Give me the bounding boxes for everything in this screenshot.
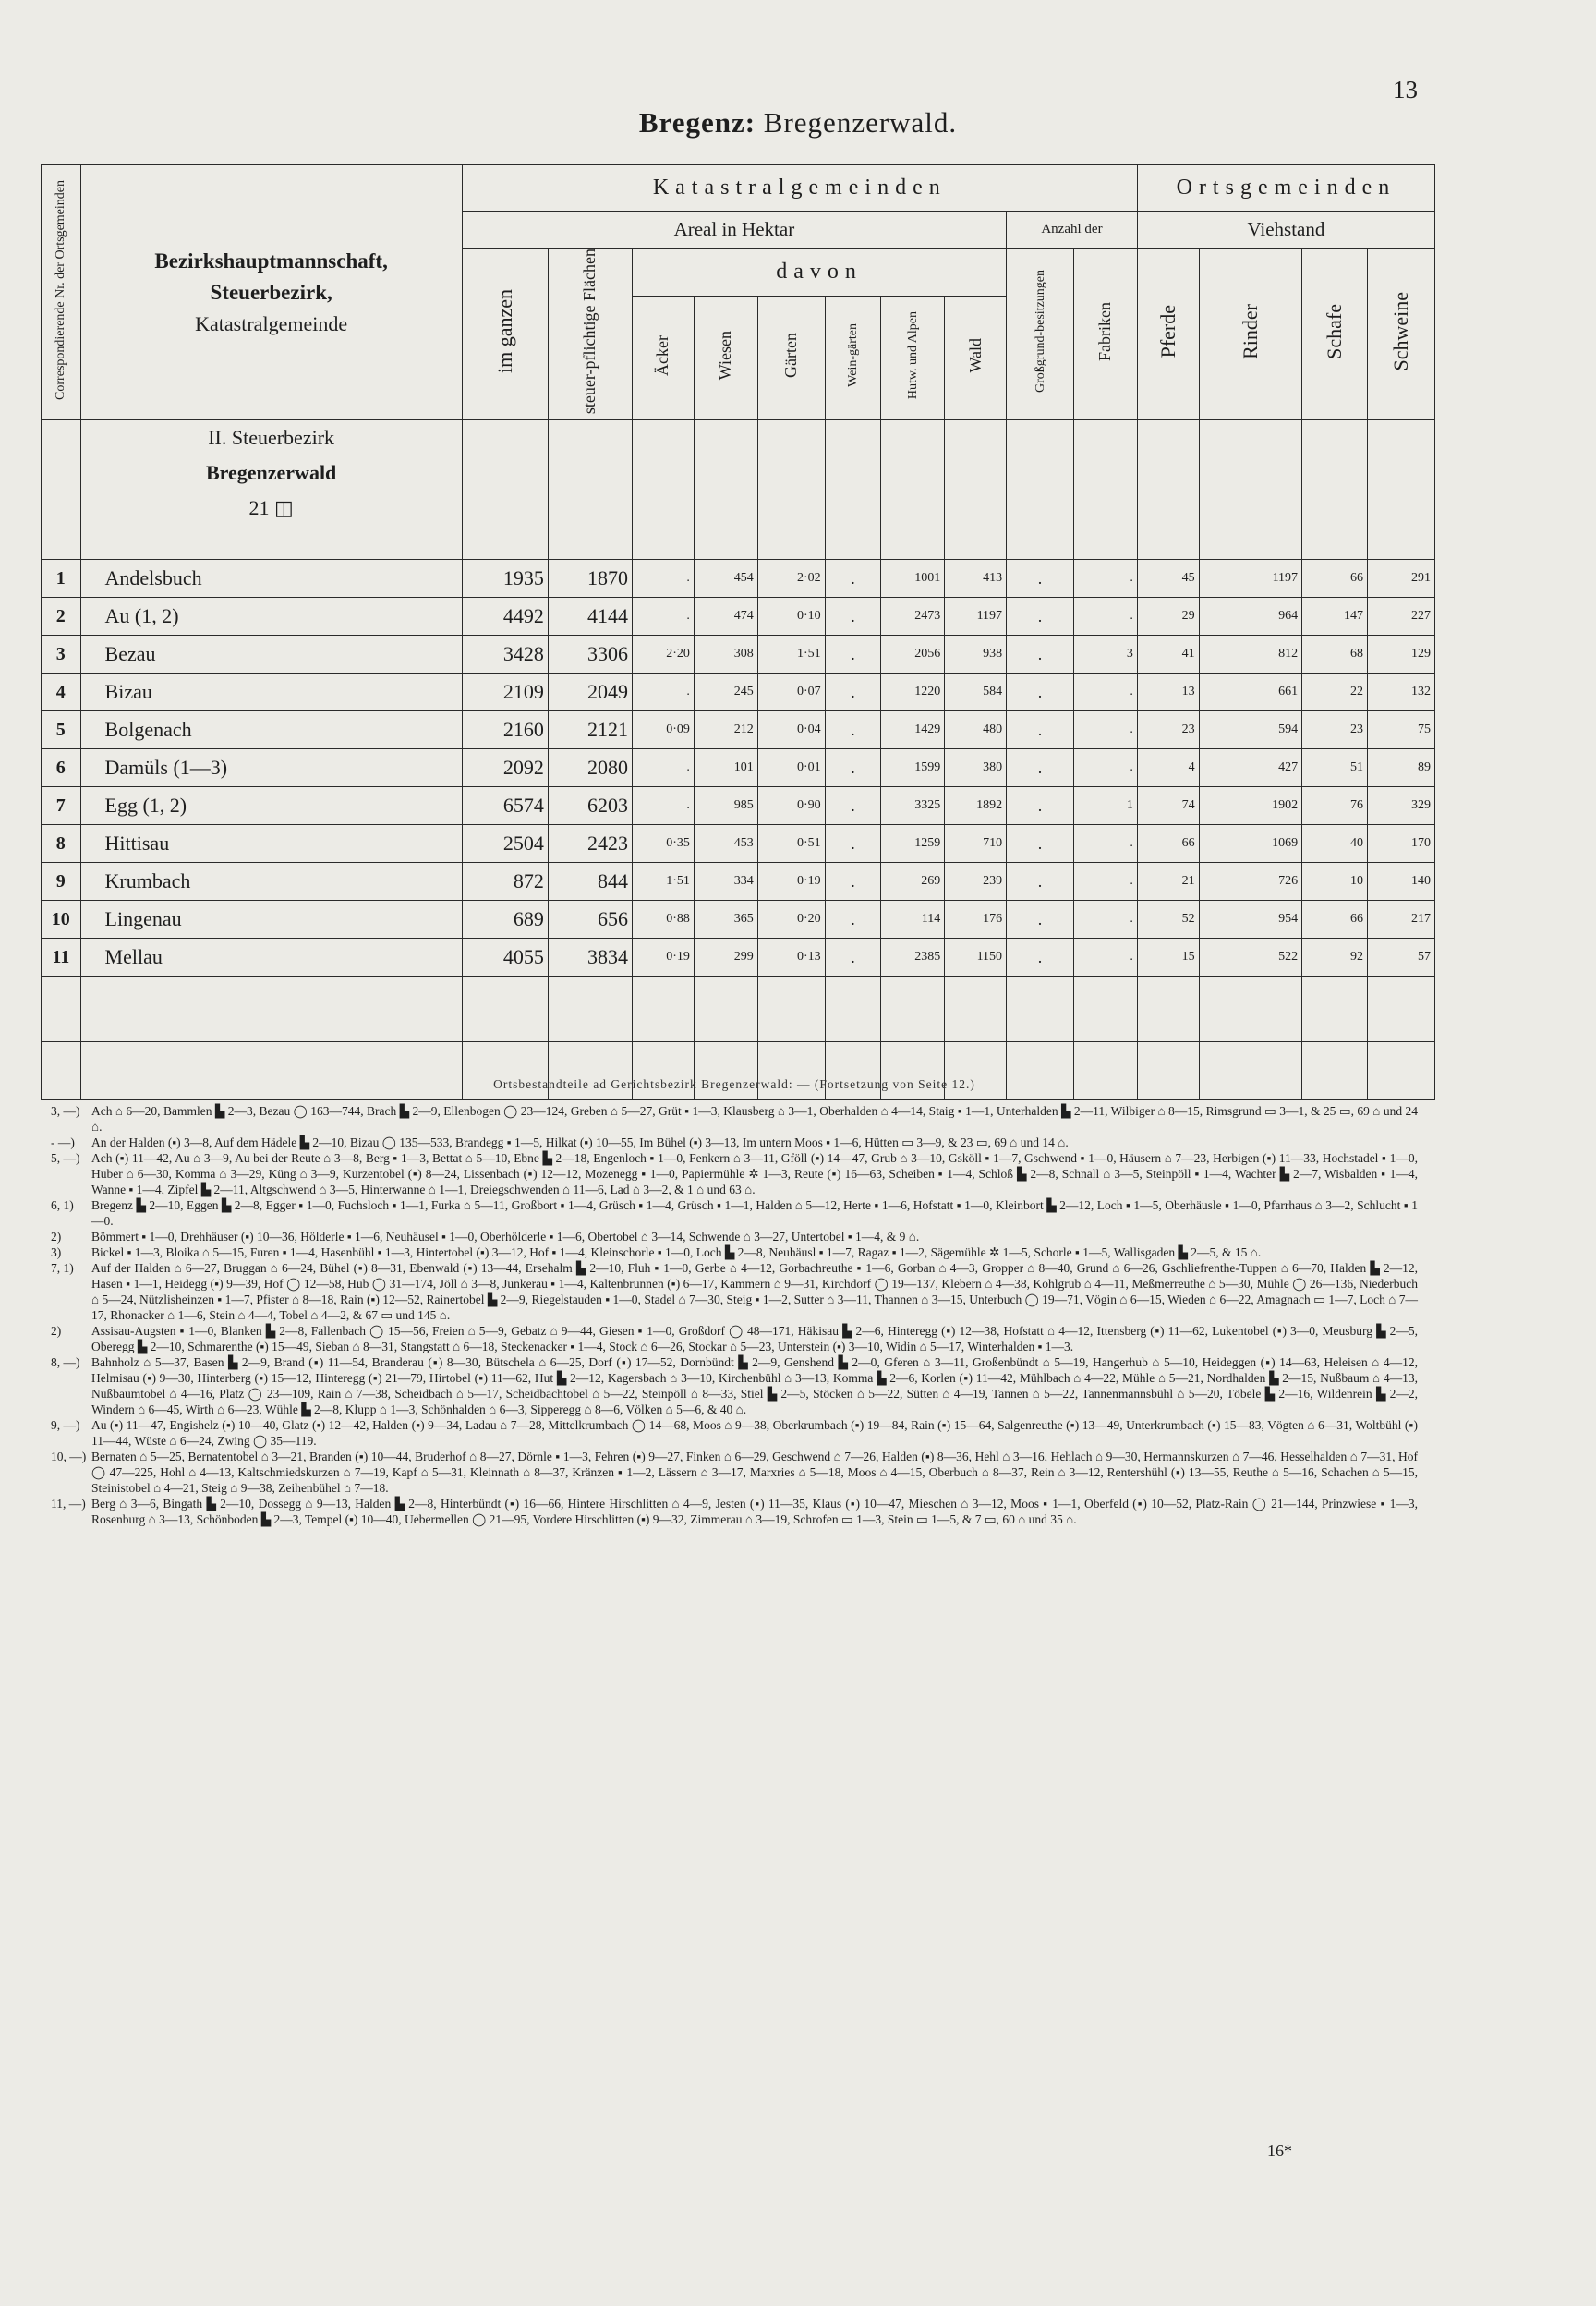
cell-wald: 938 <box>945 636 1007 674</box>
cell-hutw: 114 <box>881 901 945 939</box>
header-im-ganzen: im ganzen <box>462 249 548 420</box>
header-anzahl: Anzahl der <box>1007 212 1138 249</box>
cell-pferde: 13 <box>1137 674 1199 711</box>
note-number: 3, —) <box>51 1104 80 1118</box>
header-wiesen: Wiesen <box>694 297 757 420</box>
header-nr: Correspondierende Nr. der Ortsgemeinden <box>42 165 81 420</box>
cell-wald: 380 <box>945 749 1007 787</box>
header-hutw: Hutw. und Alpen <box>881 297 945 420</box>
cell-name: Bolgenach <box>80 711 462 749</box>
header-katastral: Katastralgemeinden <box>462 165 1137 212</box>
cell-acker: . <box>633 749 695 787</box>
cell-gaerten: 0·13 <box>757 939 825 977</box>
note-paragraph <box>51 1354 1418 1417</box>
page-number: 13 <box>1393 76 1418 103</box>
cell-rinder: 812 <box>1199 636 1301 674</box>
header-pferde: Pferde <box>1137 249 1199 420</box>
table-row <box>42 711 1435 749</box>
cell-rinder: 594 <box>1199 711 1301 749</box>
cell-nr: 2 <box>42 598 81 636</box>
cell-wein: . <box>825 863 881 901</box>
note-text: Bahnholz ⌂ 5—37, Basen ▙ 2—9, Brand (▪) 11—54, Branderau (▪) 8—30, Bütschela ⌂ 6—25, Dorf (▪) 17—52, Dornbündt ▙ 2—9, Genshend ▙ 2—0, Gferen ⌂ 3—11, Großenbündt ⌂ 5—19, Hangerhub ⌂ 5—10, Heideggen (▪) 14—63, Heleisen ⌂ 4—12, Helmisau (▪) 9—30, Hinterberg (▪) 15—12, Hinteregg (▪) 21—79, Hirtobel (▪) 11—62, Hut ▙ 2—12, Kagersbach ⌂ 3—10, Kirchenbühl ⌂ 3—13, Komma ▙ 2—6, Korlen (▪) 11—42, Mühlbach ⌂ 4—22, Mühle ⌂ 5—21, Nordhalden ▙ 2—15, Nußbaum ⌂ 4—13, Nußbaumtobel ⌂ 4—16, Platz ◯ 23—109, Rain ⌂ 7—38, Scheidbach ⌂ 5—17, Scheidbachtobel ⌂ 5—22, Steinpöll ⌂ 8—33, Stiel ▙ 2—5, Stöcken ⌂ 5—22, Sütten ⌂ 4—19, Tannen ⌂ 5—22, Tannenmannsbühl ⌂ 5—20, Töbele ▙ 2—16, Wildenrein ▙ 2—2, Windern ⌂ 6—45, Wirth ⌂ 6—23, Wühle ▙ 2—8, Klupp ⌂ 1—3, Schönhalden ⌂ 6—3, Sipperegg ⌂ 8—6, Völken ⌂ 5—6, & 40 ⌂. <box>91 1355 1418 1416</box>
note-paragraph <box>51 1449 1418 1496</box>
cell-ganz: 4055 <box>462 939 548 977</box>
cell-acker: . <box>633 560 695 598</box>
footnotes <box>51 1076 1418 1527</box>
header-viehstand: Viehstand <box>1137 212 1434 249</box>
cell-schafe: 76 <box>1302 787 1368 825</box>
footer-mark: 16* <box>1267 2142 1292 2160</box>
header-schweine: Schweine <box>1367 249 1434 420</box>
cell-steuer: 2121 <box>548 711 632 749</box>
cell-ganz: 4492 <box>462 598 548 636</box>
cell-gross: . <box>1007 939 1074 977</box>
note-paragraph <box>51 1103 1418 1135</box>
cell-wald: 413 <box>945 560 1007 598</box>
header-fabriken: Fabriken <box>1073 249 1137 420</box>
cell-name: Au (1, 2) <box>80 598 462 636</box>
cell-wald: 710 <box>945 825 1007 863</box>
cell-name: Bezau <box>80 636 462 674</box>
cell-schweine: 291 <box>1367 560 1434 598</box>
note-number: 9, —) <box>51 1418 80 1432</box>
cell-wiesen: 245 <box>694 674 757 711</box>
cell-rinder: 954 <box>1199 901 1301 939</box>
cell-rinder: 1197 <box>1199 560 1301 598</box>
note-paragraph <box>51 1323 1418 1354</box>
cell-pferde: 21 <box>1137 863 1199 901</box>
cell-schweine: 75 <box>1367 711 1434 749</box>
cell-wald: 1197 <box>945 598 1007 636</box>
cell-hutw: 2385 <box>881 939 945 977</box>
cell-ganz: 1935 <box>462 560 548 598</box>
cell-nr: 9 <box>42 863 81 901</box>
note-number: 2) <box>51 1324 62 1338</box>
cell-hutw: 2056 <box>881 636 945 674</box>
note-text: Auf der Halden ⌂ 6—27, Bruggan ⌂ 6—24, Bühel (▪) 8—31, Ebenwald (▪) 13—44, Ersehalm ▙ 2—10, Fluh ▪ 1—0, Gerbe ⌂ 4—12, Gorbachreuthe ▪ 1—6, Gorban ⌂ 4—3, Gropper ⌂ 8—40, Grund ⌂ 6—26, Gschliefrenthe-Tuppen ⌂ 6—70, Halden ▙ 2—12, Hasen ▪ 1—1, Heidegg (▪) 9—39, Hof ◯ 12—58, Hub ◯ 31—174, Jöll ⌂ 3—8, Junkerau ▪ 1—4, Kaltenbrunnen (▪) 6—17, Kammern ⌂ 9—31, Kirchdorf ◯ 19—137, Klebern ⌂ 4—38, Kohlgrub ⌂ 4—11, Meßmerreuthe ⌂ 5—30, Mühle ◯ 26—136, Niederbuch ⌂ 5—24, Nützlisheinzen ▪ 1—7, Pfister ⌂ 8—18, Rain (▪) 12—52, Rainertobel ▙ 2—9, Riegelstauden ▪ 1—0, Stadel ⌂ 7—30, Steig ▪ 1—2, Sutter ⌂ 3—11, Thannen ⌂ 3—15, Unterbuch ◯ 19—71, Vögin ⌂ 6—15, Wieden ⌂ 6—22, Amagnach ▭ 1—7, Loch ⌂ 7—17, Rhonacker ⌂ 1—6, Stein ⌂ 4—4, Tobel ⌂ 4—2, & 67 ▭ und 145 ⌂. <box>91 1261 1418 1322</box>
cell-fab: . <box>1073 560 1137 598</box>
header-bezirk-line3: Katastralgemeinde <box>195 311 348 335</box>
cell-fab: . <box>1073 939 1137 977</box>
header-acker: Äcker <box>633 297 695 420</box>
note-text: Assisau-Augsten ▪ 1—0, Blanken ▙ 2—8, Fallenbach ◯ 15—56, Freien ⌂ 5—9, Gebatz ⌂ 9—44, Giesen ▪ 1—0, Großdorf ◯ 48—171, Häkisau ▙ 2—6, Hinteregg (▪) 12—38, Hofstatt ⌂ 4—12, Ittensberg (▪) 11—62, Lukentobel (▪) 3—0, Meusburg ▙ 2—5, Oberegg ▙ 2—10, Schmarenthe (▪) 15—49, Sieban ⌂ 8—31, Stangstatt ⌂ 6—18, Steckenacker ▪ 1—4, Stock ⌂ 6—26, Stockar ⌂ 5—23, Unterstein (▪) 3—10, Widin ⌂ 5—17, Winterhalden ▪ 1—3. <box>91 1324 1418 1353</box>
cell-wein: . <box>825 560 881 598</box>
cell-schweine: 57 <box>1367 939 1434 977</box>
cell-name: Krumbach <box>80 863 462 901</box>
cell-gross: . <box>1007 560 1074 598</box>
cell-wein: . <box>825 787 881 825</box>
cell-fab: . <box>1073 749 1137 787</box>
note-text: Bömmert ▪ 1—0, Drehhäuser (▪) 10—36, Hölderle ▪ 1—6, Neuhäusel ▪ 1—0, Oberhölderle ▪ 1—6, Obertobel ⌂ 3—14, Schwende ⌂ 3—27, Untertobel ▪ 1—4, & 9 ⌂. <box>91 1230 920 1244</box>
note-paragraph <box>51 1260 1418 1323</box>
header-orts: Ortsgemeinden <box>1137 165 1434 212</box>
header-steuer: steuer-pflichtige Flächen <box>548 249 632 420</box>
header-davon: davon <box>633 249 1007 297</box>
cell-gross: . <box>1007 787 1074 825</box>
cell-wald: 480 <box>945 711 1007 749</box>
cell-wein: . <box>825 825 881 863</box>
cell-wein: . <box>825 598 881 636</box>
cell-nr: 8 <box>42 825 81 863</box>
note-paragraph <box>51 1417 1418 1449</box>
header-areal: Areal in Hektar <box>462 212 1006 249</box>
note-number: 8, —) <box>51 1355 80 1369</box>
cell-acker: 1·51 <box>633 863 695 901</box>
cell-schafe: 66 <box>1302 560 1368 598</box>
cell-steuer: 4144 <box>548 598 632 636</box>
cell-schafe: 22 <box>1302 674 1368 711</box>
table-row <box>42 901 1435 939</box>
cell-ganz: 689 <box>462 901 548 939</box>
table-body <box>42 420 1435 1100</box>
cell-gaerten: 1·51 <box>757 636 825 674</box>
cell-wein: . <box>825 674 881 711</box>
cell-hutw: 1599 <box>881 749 945 787</box>
cell-steuer: 1870 <box>548 560 632 598</box>
table-row <box>42 787 1435 825</box>
cell-pferde: 74 <box>1137 787 1199 825</box>
cell-fab: . <box>1073 674 1137 711</box>
cell-schweine: 227 <box>1367 598 1434 636</box>
cell-wiesen: 212 <box>694 711 757 749</box>
cell-gaerten: 2·02 <box>757 560 825 598</box>
cell-rinder: 661 <box>1199 674 1301 711</box>
cell-pferde: 29 <box>1137 598 1199 636</box>
header-schafe: Schafe <box>1302 249 1368 420</box>
cell-gaerten: 0·04 <box>757 711 825 749</box>
note-text: Ach ⌂ 6—20, Bammlen ▙ 2—3, Bezau ◯ 163—744, Brach ▙ 2—9, Ellenbogen ◯ 23—124, Greben ⌂ 5—27, Grüt ▪ 1—3, Klausberg ⌂ 3—1, Oberhalden ⌂ 4—14, Staig ▪ 1—1, Unterhalden ▙ 2—11, Wilbiger ⌂ 8—15, Rimsgrund ▭ 3—1, & 25 ▭, 69 ⌂ und 24 ⌂. <box>91 1104 1418 1134</box>
note-text: Bregenz ▙ 2—10, Eggen ▙ 2—8, Egger ▪ 1—0, Fuchsloch ▪ 1—1, Furka ⌂ 5—11, Großbort ▪ 1—4, Grüsch ▪ 1—4, Grüsch ▪ 1—1, Halden ⌂ 5—12, Herte ▪ 1—6, Hofstatt ▪ 1—0, Kleinbort ▙ 2—12, Loch ▪ 1—5, Oberhäusle ▪ 1—0, Pfarrhaus ⌂ 3—2, Schlucht ▪ 1—0. <box>91 1198 1418 1228</box>
cell-schafe: 51 <box>1302 749 1368 787</box>
cell-fab: . <box>1073 598 1137 636</box>
cell-name: Hittisau <box>80 825 462 863</box>
cell-schafe: 40 <box>1302 825 1368 863</box>
cell-schweine: 132 <box>1367 674 1434 711</box>
cell-name: Damüls (1—3) <box>80 749 462 787</box>
cell-gross: . <box>1007 863 1074 901</box>
table-row <box>42 636 1435 674</box>
note-number: 5, —) <box>51 1151 80 1165</box>
cell-gross: . <box>1007 749 1074 787</box>
header-bezirk-line2: Steuerbezirk, <box>210 280 332 304</box>
cell-gaerten: 0·10 <box>757 598 825 636</box>
note-paragraph <box>51 1229 1418 1244</box>
cell-fab: 1 <box>1073 787 1137 825</box>
page-title <box>0 106 1596 140</box>
cell-name: Bizau <box>80 674 462 711</box>
cell-rinder: 427 <box>1199 749 1301 787</box>
cell-acker: 0·09 <box>633 711 695 749</box>
cell-pferde: 23 <box>1137 711 1199 749</box>
cell-gaerten: 0·90 <box>757 787 825 825</box>
cell-nr: 6 <box>42 749 81 787</box>
cell-fab: . <box>1073 711 1137 749</box>
note-paragraph <box>51 1197 1418 1229</box>
cell-acker: 2·20 <box>633 636 695 674</box>
cell-wald: 1892 <box>945 787 1007 825</box>
cell-acker: 0·19 <box>633 939 695 977</box>
cell-gaerten: 0·19 <box>757 863 825 901</box>
cell-wiesen: 334 <box>694 863 757 901</box>
cell-ganz: 2504 <box>462 825 548 863</box>
cell-name: Lingenau <box>80 901 462 939</box>
cell-rinder: 964 <box>1199 598 1301 636</box>
cell-nr: 3 <box>42 636 81 674</box>
cell-pferde: 15 <box>1137 939 1199 977</box>
cell-gross: . <box>1007 825 1074 863</box>
cell-wiesen: 474 <box>694 598 757 636</box>
cell-hutw: 1220 <box>881 674 945 711</box>
header-rinder: Rinder <box>1199 249 1301 420</box>
cell-gross: . <box>1007 901 1074 939</box>
cell-wein: . <box>825 901 881 939</box>
table-row <box>42 560 1435 598</box>
cell-steuer: 6203 <box>548 787 632 825</box>
cell-fab: . <box>1073 901 1137 939</box>
cell-name: Egg (1, 2) <box>80 787 462 825</box>
cell-hutw: 3325 <box>881 787 945 825</box>
note-text: Berg ⌂ 3—6, Bingath ▙ 2—10, Dossegg ⌂ 9—13, Halden ▙ 2—8, Hinterbündt (▪) 16—66, Hintere Hirschlitten ⌂ 4—9, Jesten (▪) 11—35, Klaus (▪) 10—47, Mieschen ⌂ 3—12, Moos ▪ 1—1, Oberfeld (▪) 10—52, Platz-Rain ◯ 21—144, Prinzwiese ▪ 1—3, Rosenburg ⌂ 3—13, Schönboden ▙ 2—3, Tempel (▪) 10—40, Uebermellen ◯ 21—95, Vordere Hirschlitten (▪) 9—32, Zimmerau ⌂ 3—19, Schrofen ▭ 1—3, Stein ▭ 1—5, & 7 ▭, 60 ⌂ und 35 ⌂. <box>91 1497 1418 1526</box>
cell-wiesen: 365 <box>694 901 757 939</box>
note-number: - —) <box>51 1135 75 1149</box>
cell-ganz: 6574 <box>462 787 548 825</box>
note-number: 11, —) <box>51 1497 86 1511</box>
cell-schweine: 170 <box>1367 825 1434 863</box>
cell-name: Mellau <box>80 939 462 977</box>
cell-schweine: 140 <box>1367 863 1434 901</box>
cell-acker: 0·88 <box>633 901 695 939</box>
cell-pferde: 45 <box>1137 560 1199 598</box>
cell-wein: . <box>825 939 881 977</box>
cell-acker: 0·35 <box>633 825 695 863</box>
cell-fab: 3 <box>1073 636 1137 674</box>
cell-nr: 5 <box>42 711 81 749</box>
cell-steuer: 2049 <box>548 674 632 711</box>
steuerbezirk-label: II. Steuerbezirk Bregenzerwald 21 ◫ <box>80 420 462 560</box>
note-paragraph <box>51 1244 1418 1260</box>
statistics-table <box>41 164 1435 1100</box>
header-gaerten: Gärten <box>757 297 825 420</box>
note-number: 7, 1) <box>51 1261 74 1275</box>
cell-nr: 11 <box>42 939 81 977</box>
cell-rinder: 522 <box>1199 939 1301 977</box>
cell-gaerten: 0·01 <box>757 749 825 787</box>
cell-wiesen: 308 <box>694 636 757 674</box>
note-number: 3) <box>51 1245 62 1259</box>
table-row <box>42 749 1435 787</box>
table-row <box>42 939 1435 977</box>
cell-ganz: 872 <box>462 863 548 901</box>
cell-acker: . <box>633 674 695 711</box>
cell-nr: 10 <box>42 901 81 939</box>
cell-ganz: 3428 <box>462 636 548 674</box>
cell-schafe: 23 <box>1302 711 1368 749</box>
cell-wiesen: 985 <box>694 787 757 825</box>
cell-rinder: 1069 <box>1199 825 1301 863</box>
cell-schafe: 147 <box>1302 598 1368 636</box>
notes-list <box>51 1103 1418 1527</box>
cell-wein: . <box>825 636 881 674</box>
cell-acker: . <box>633 787 695 825</box>
cell-wein: . <box>825 711 881 749</box>
cell-pferde: 4 <box>1137 749 1199 787</box>
cell-hutw: 2473 <box>881 598 945 636</box>
cell-gross: . <box>1007 598 1074 636</box>
cell-wald: 176 <box>945 901 1007 939</box>
cell-steuer: 2423 <box>548 825 632 863</box>
title-rest: Bregenzerwald. <box>763 106 958 139</box>
note-text: Bernaten ⌂ 5—25, Bernatentobel ⌂ 3—21, Branden (▪) 10—44, Bruderhof ⌂ 8—27, Dörnle ▪ 1—3, Fehren (▪) 9—27, Finken ⌂ 6—29, Geschwend ⌂ 7—26, Halden (▪) 8—36, Hehl ⌂ 3—16, Hehlach ⌂ 9—30, Hermannskurzen ⌂ 7—46, Hesselhalden ⌂ 7—31, Hof ◯ 47—225, Hohl ⌂ 4—13, Kaltschmiedskurzen ⌂ 7—19, Kapf ⌂ 5—31, Kleinnath ⌂ 8—37, Kränzen ▪ 1—2, Lässern ⌂ 3—17, Marxries ⌂ 5—18, Moos ⌂ 4—15, Oberbuch ⌂ 8—37, Rein ⌂ 3—12, Rentershühl (▪) 13—55, Reuthe ⌂ 5—16, Schachen ⌂ 5—15, Steinistobel ⌂ 4—21, Steig ⌂ 9—38, Zeihenbühel ⌂ 7—18. <box>91 1450 1418 1495</box>
cell-gross: . <box>1007 674 1074 711</box>
cell-fab: . <box>1073 825 1137 863</box>
cell-wald: 1150 <box>945 939 1007 977</box>
table-row <box>42 598 1435 636</box>
cell-nr: 1 <box>42 560 81 598</box>
cell-ganz: 2109 <box>462 674 548 711</box>
cell-wiesen: 454 <box>694 560 757 598</box>
cell-wald: 239 <box>945 863 1007 901</box>
header-wald: Wald <box>945 297 1007 420</box>
note-text: Au (▪) 11—47, Engishelz (▪) 10—40, Glatz (▪) 12—42, Halden (▪) 9—34, Ladau ⌂ 7—28, Mittelkrumbach ◯ 14—68, Moos ⌂ 9—38, Oberkrumbach (▪) 19—84, Rain (▪) 15—64, Salgenreuthe (▪) 13—49, Unterkrumbach (▪) 15—83, Vögten ⌂ 6—31, Woltbühl (▪) 11—44, Wüste ⌂ 6—24, Zwing ◯ 35—119. <box>91 1418 1418 1448</box>
cell-name: Andelsbuch <box>80 560 462 598</box>
cell-steuer: 3306 <box>548 636 632 674</box>
cell-wiesen: 101 <box>694 749 757 787</box>
cell-hutw: 1001 <box>881 560 945 598</box>
empty-row <box>42 977 1435 1042</box>
cell-ganz: 2160 <box>462 711 548 749</box>
cell-ganz: 2092 <box>462 749 548 787</box>
cell-schweine: 129 <box>1367 636 1434 674</box>
cell-schweine: 89 <box>1367 749 1434 787</box>
cell-schafe: 68 <box>1302 636 1368 674</box>
cell-pferde: 66 <box>1137 825 1199 863</box>
header-grossgrund: Großgrund-besitzungen <box>1007 249 1074 420</box>
note-number: 6, 1) <box>51 1198 74 1212</box>
header-bezirk-line1: Bezirkshauptmannschaft, <box>154 249 388 273</box>
cell-hutw: 1259 <box>881 825 945 863</box>
cell-gross: . <box>1007 711 1074 749</box>
note-number: 2) <box>51 1230 62 1244</box>
cell-wiesen: 299 <box>694 939 757 977</box>
cell-schafe: 92 <box>1302 939 1368 977</box>
cell-steuer: 3834 <box>548 939 632 977</box>
note-paragraph <box>51 1135 1418 1150</box>
cell-wald: 584 <box>945 674 1007 711</box>
cell-steuer: 2080 <box>548 749 632 787</box>
title-bold: Bregenz: <box>638 106 756 139</box>
cell-pferde: 52 <box>1137 901 1199 939</box>
table-row <box>42 863 1435 901</box>
cell-schafe: 66 <box>1302 901 1368 939</box>
table-row <box>42 825 1435 863</box>
header-bezirk <box>80 165 462 420</box>
header-weingaerten: Wein-gärten <box>825 297 881 420</box>
table-row <box>42 674 1435 711</box>
cell-steuer: 844 <box>548 863 632 901</box>
cell-nr: 4 <box>42 674 81 711</box>
cell-gaerten: 0·20 <box>757 901 825 939</box>
cell-gaerten: 0·51 <box>757 825 825 863</box>
cell-fab: . <box>1073 863 1137 901</box>
cell-acker: . <box>633 598 695 636</box>
cell-schweine: 217 <box>1367 901 1434 939</box>
note-number: 10, —) <box>51 1450 87 1463</box>
note-text: Ach (▪) 11—42, Au ⌂ 3—9, Au bei der Reute ⌂ 3—8, Berg ▪ 1—3, Bettat ⌂ 5—10, Ebne ▙ 2—18, Engenloch ▪ 1—0, Fenkern ⌂ 3—11, Gföll (▪) 14—47, Grub ⌂ 3—10, Gsköll ▪ 1—7, Gschwend ▪ 1—0, Häusern ⌂ 7—23, Herbigen (▪) 11—33, Hochstadel ▪ 1—0, Huber ⌂ 6—30, Komma ⌂ 3—29, Küng ⌂ 3—9, Kurzentobel (▪) 8—24, Lissenbach (▪) 12—12, Mozenegg ▪ 1—0, Papiermühle ✲ 1—3, Reute (▪) 16—63, Scheiben ▪ 1—4, Schloß ▙ 2—8, Schnall ⌂ 3—5, Steinpöll ▪ 1—4, Wachter ▙ 2—7, Wisbalden ▪ 1—4, Wanne ▪ 1—4, Zipfel ▙ 2—11, Altgschwend ⌂ 3—5, Hinterwanne ⌂ 1—1, Dreiegschwenden ⌂ 11—6, Lad ⌂ 3—2, & 1 ⌂ und 63 ⌂. <box>91 1151 1418 1196</box>
note-paragraph <box>51 1150 1418 1197</box>
cell-rinder: 1902 <box>1199 787 1301 825</box>
cell-wiesen: 453 <box>694 825 757 863</box>
cell-gross: . <box>1007 636 1074 674</box>
note-text: Bickel ▪ 1—3, Bloika ⌂ 5—15, Furen ▪ 1—4, Hasenbühl ▪ 1—3, Hintertobel (▪) 3—12, Hof ▪ 1—4, Kleinschorle ▪ 1—0, Loch ▙ 2—8, Neuhäusl ▪ 1—7, Ragaz ▪ 1—2, Sägemühle ✲ 1—5, Schorle ▪ 1—5, Wallisgaden ▙ 2—5, & 15 ⌂. <box>91 1245 1262 1259</box>
cell-pferde: 41 <box>1137 636 1199 674</box>
cell-rinder: 726 <box>1199 863 1301 901</box>
cell-wein: . <box>825 749 881 787</box>
cell-hutw: 1429 <box>881 711 945 749</box>
cell-nr: 7 <box>42 787 81 825</box>
cell-gaerten: 0·07 <box>757 674 825 711</box>
note-text: An der Halden (▪) 3—8, Auf dem Hädele ▙ 2—10, Bizau ◯ 135—533, Brandegg ▪ 1—5, Hilkat (▪) 10—55, Im Bühel (▪) 3—13, Im untern Moos ▪ 1—6, Hütten ▭ 3—9, & 23 ▭, 69 ⌂ und 14 ⌂. <box>91 1135 1069 1149</box>
cell-schafe: 10 <box>1302 863 1368 901</box>
note-paragraph <box>51 1496 1418 1527</box>
cell-schweine: 329 <box>1367 787 1434 825</box>
cell-steuer: 656 <box>548 901 632 939</box>
notes-heading: Ortsbestandteile ad Gerichtsbezirk Bregenzerwald: — (Fortsetzung von Seite 12.) <box>493 1077 975 1091</box>
steuerbezirk-row <box>42 420 1435 560</box>
cell-hutw: 269 <box>881 863 945 901</box>
